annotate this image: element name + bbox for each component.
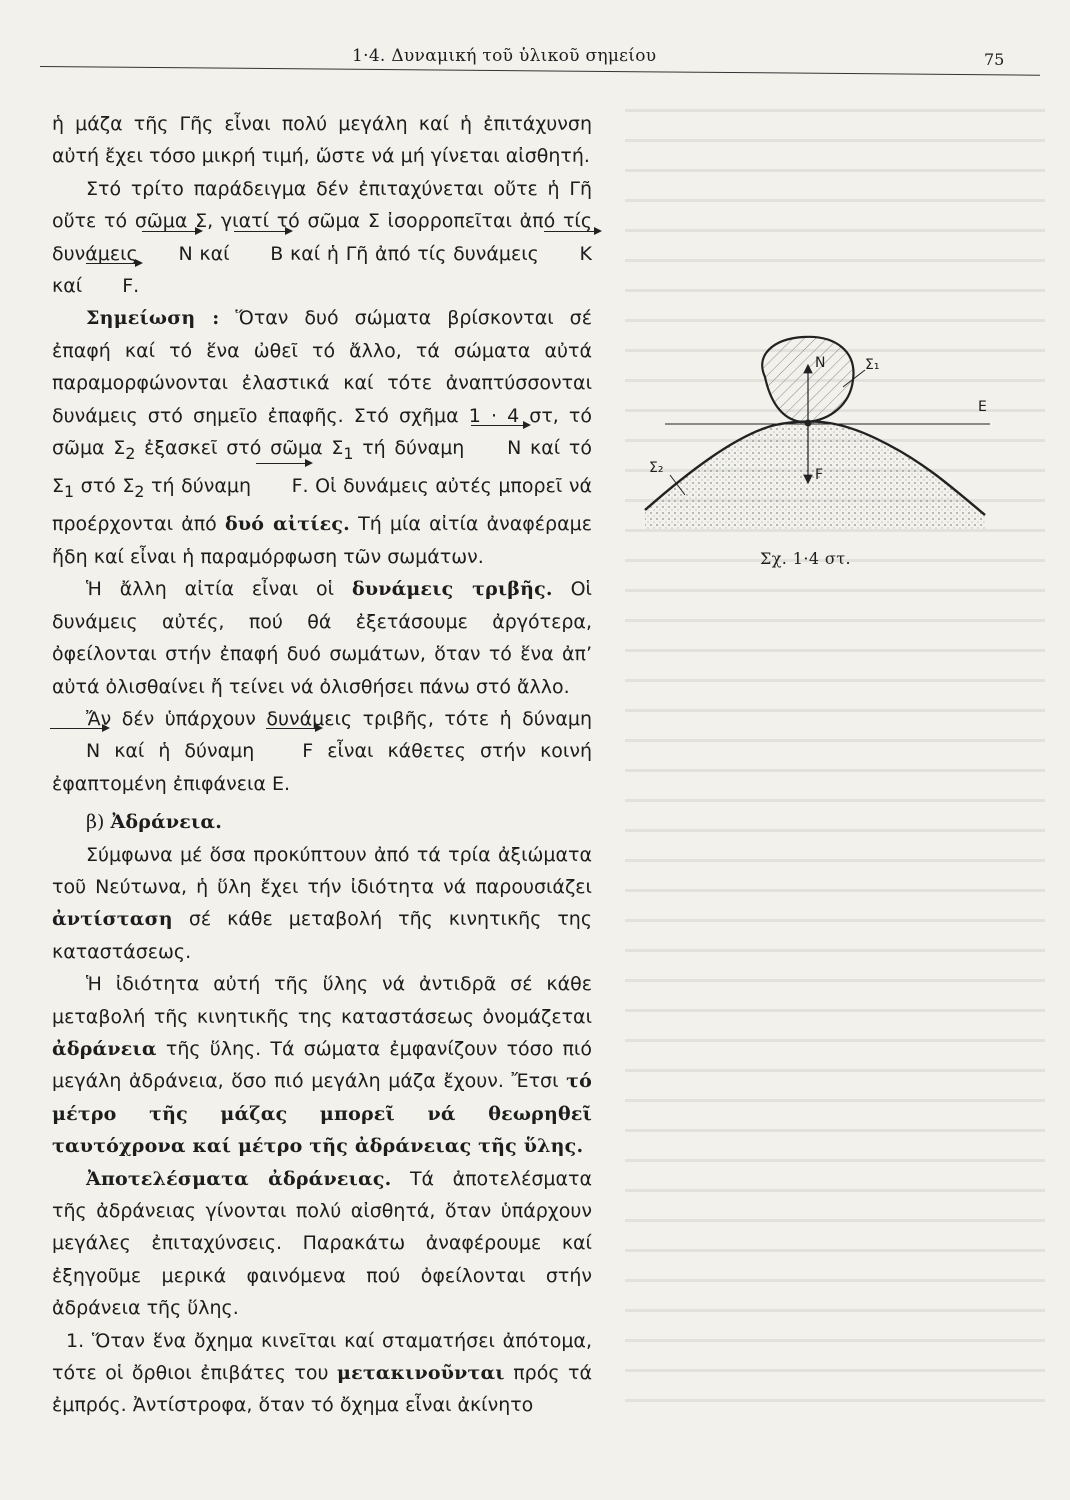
- page-number: 75: [984, 50, 1005, 69]
- paragraph-5: [52, 703, 592, 800]
- p5-text-a: Ἄν δέν ὑπάρχουν δυνάμεις τριβῆς, τότε ἡ δύναμη: [86, 707, 592, 730]
- p6-text-a: Σύμφωνα μέ ὅσα προκύπτουν ἀπό τά τρία ἀξιώματα τοῦ Νεύτωνα, ἡ ὕλη ἔχει τήν ἰδιότητα νά παρουσιάζει: [52, 843, 592, 898]
- note-text-d: καί τό Σ: [52, 437, 592, 498]
- vector-F-note: F: [258, 470, 303, 502]
- page-header: [0, 40, 1070, 80]
- note-text-a: Ὅταν δυό σώματα βρίσκονται σέ ἐπαφή καί τό ἕνα ὠθεῖ τό ἄλλο, τά σώματα αὐτά παραμορφώνονται ἐλαστικά καί τότε ἀναπτύσσονται δυνάμεις στό σημεῖο ἐπαφῆς. Στό σχῆμα 1 · 4 στ, τό σῶμα Σ: [52, 307, 592, 460]
- item-1-text-a: 1. Ὅταν ἕνα ὄχημα κινεῖται καί σταματήσει ἀπότομα, τότε οἱ ὄρθιοι ἐπιβάτες του: [52, 1329, 592, 1385]
- vector-N: N: [144, 238, 192, 270]
- item-1-text-b: πρός τά ἐμπρός. Ἀντίστροφα, ὅταν τό ὄχημα εἶναι ἀκίνητο: [52, 1362, 592, 1417]
- figure-caption: Σχ. 1·4 στ.: [760, 549, 851, 568]
- paragraph-6: [52, 839, 592, 969]
- note-sub-2b: 2: [134, 482, 145, 502]
- p6-text-b: σέ κάθε μεταβολή τῆς κινητικῆς της καταστάσεως.: [52, 908, 592, 963]
- p4-text-a: Ἡ ἄλλη αἰτία εἶναι οἱ: [86, 578, 352, 601]
- inertia-effects-heading: Ἀποτελέσματα ἀδράνειας.: [86, 1167, 392, 1190]
- p2-text-e: .: [133, 275, 140, 298]
- note-sub-1a: 1: [343, 443, 354, 463]
- label-E: Ε: [978, 399, 987, 415]
- main-text-column: [52, 108, 592, 1422]
- list-item-1: [52, 1325, 592, 1422]
- note-bold-causes: δυό αἰτίες.: [224, 513, 350, 536]
- header-rule: [40, 66, 1040, 76]
- vector-K: K: [546, 238, 592, 270]
- paragraph-7: [52, 968, 592, 1162]
- label-N: N: [815, 355, 826, 371]
- section-heading: [52, 806, 592, 838]
- p7-text-a: Ἡ ἰδιότητα αὐτή τῆς ὕλης νά ἀντιδρᾶ σέ κάθε μεταβολή τῆς κινητικῆς της καταστάσεως ὀνομάζεται: [52, 973, 592, 1028]
- p8-text-a: Τά ἀποτελέσματα τῆς ἀδράνειας γίνονται πολύ αἰσθητά, ὅταν ὑπάρχουν μεγάλες ἐπιταχύνσεις. Παρακάτω ἀναφέρουμε καί ἐξηγοῦμε μερικά φαινόμενα πού ὀφείλονται στήν ἀδράνεια τῆς ὕλης.: [52, 1167, 593, 1320]
- note-sub-2a: 2: [125, 443, 136, 463]
- p7-text-b: τῆς ὕλης. Τά σώματα ἐμφανίζουν τόσο πιό μεγάλη ἀδράνεια, ὅσο πιό μεγάλη μάζα ἔχουν. Ἔτσι: [52, 1037, 592, 1093]
- note-label: Σημείωση :: [86, 307, 220, 330]
- note-sub-1b: 1: [64, 482, 75, 502]
- note-text-f: τή δύναμη: [144, 475, 258, 498]
- vector-N-p5: N: [52, 735, 100, 767]
- section-title: Ἀδράνεια.: [110, 811, 223, 834]
- p4-text-b: Οἱ δυνάμεις αὐτές, πού θά ἐξετάσουμε ἀργότερα, ὀφείλονται στήν ἐπαφή δυό σωμάτων, ὅταν τό ἕνα ἀπ’ αὐτά ὀλισθαίνει ἤ τείνει νά ὀλισθήσει πάνω στό ἄλλο.: [52, 578, 592, 698]
- vector-B: B: [236, 238, 283, 270]
- paragraph-8: [52, 1163, 592, 1325]
- paragraph-4: [52, 573, 592, 703]
- label-F: F: [815, 467, 824, 483]
- paragraph-2: [52, 173, 592, 303]
- p2-text-c: καί ἡ Γῆ ἀπό τίς δυνάμεις: [283, 242, 546, 265]
- note-text-b: ἐξασκεῖ στό σῶμα Σ: [135, 437, 344, 460]
- label-sigma2: Σ₂: [649, 460, 664, 476]
- paragraph-1: [52, 108, 592, 173]
- p2-text-a: Στό τρίτο παράδειγμα δέν ἐπιταχύνεται οὔτε ἡ Γῆ οὔτε τό σῶμα Σ, γιατί τό σῶμα Σ ἰσορροπεῖται ἀπό τίς δυνάμεις: [52, 177, 592, 265]
- figure-1-4-st: [625, 325, 1025, 595]
- label-sigma1: Σ₁: [865, 357, 880, 373]
- vector-F-p5: F: [268, 735, 313, 767]
- friction-forces-term: δυνάμεις τριβῆς.: [351, 578, 553, 601]
- paragraph-note: [52, 302, 592, 573]
- p5-text-c: εἶναι κάθετες στήν κοινή ἐφαπτομένη ἐπιφάνεια Ε.: [52, 740, 592, 795]
- bleed-through-text: [625, 95, 1045, 1425]
- p2-text-b: καί: [192, 242, 237, 265]
- note-text-c: τή δύναμη: [353, 437, 474, 460]
- paragraph-1-text: ἡ μάζα τῆς Γῆς εἶναι πολύ μεγάλη καί ἡ ἐπιτάχυνση αὐτή ἔχει τόσο μικρή τιμή, ὥστε νά μή γίνεται αἰσθητή.: [52, 113, 592, 168]
- note-text-g: . Οἱ δυνάμεις αὐτές μπορεῖ νά προέρχονται ἀπό: [52, 475, 592, 536]
- running-title: 1·4. Δυναμική τοῦ ὑλικοῦ σημείου: [352, 46, 657, 66]
- note-text-h: Τή μία αἰτία ἀναφέραμε ἤδη καί εἶναι ἡ παραμόρφωση τῶν σωμάτων.: [52, 513, 592, 568]
- p5-text-b: καί ἡ δύναμη: [100, 740, 269, 763]
- mass-inertia-statement: τό μέτρο τῆς μάζας μπορεῖ νά θεωρηθεῖ ταυτόχρονα καί μέτρο τῆς ἀδράνειας τῆς ὕλης.: [52, 1070, 592, 1158]
- inertia-term: ἀδράνεια: [52, 1037, 157, 1060]
- note-text-e: στό Σ: [74, 475, 135, 498]
- p2-text-d: καί: [52, 275, 89, 298]
- section-label: β): [86, 811, 111, 834]
- vector-F: F: [88, 270, 133, 302]
- displaced-term: μετακινοῦνται: [336, 1362, 505, 1385]
- vector-N-note: N: [473, 432, 521, 464]
- resistance-term: ἀντίσταση: [52, 908, 173, 931]
